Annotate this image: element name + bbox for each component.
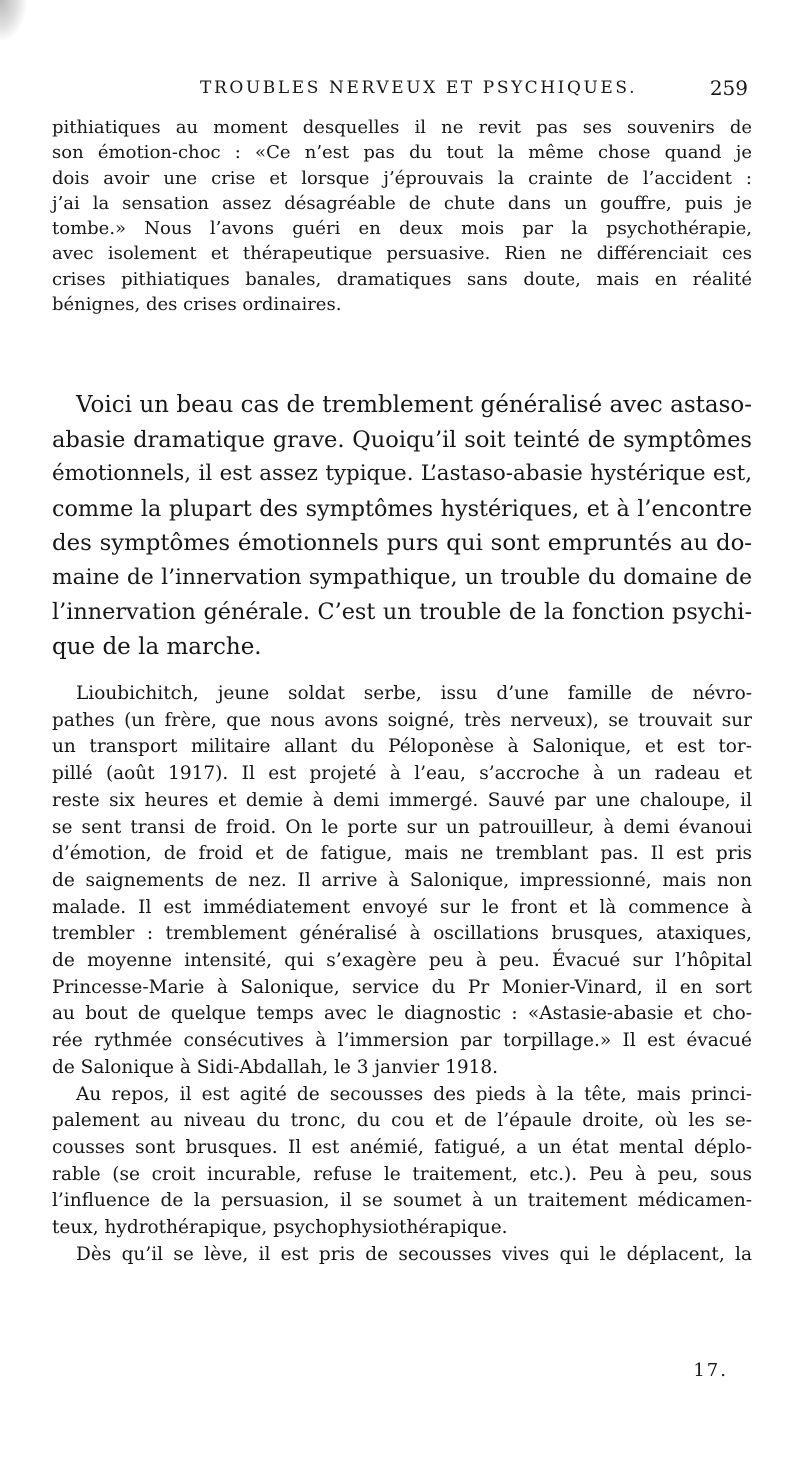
text-line: rable (se croit incurable, refuse le traitement, etc.). Peu à peu, sous <box>52 1163 752 1185</box>
text-line: crises pithiatiques banales, dramatiques sans doute, mais en réalité <box>52 268 752 290</box>
scan-corner-mark <box>0 0 26 40</box>
text-line: palement au niveau du tronc, du cou et de l’épaule droite, où les se- <box>52 1110 752 1132</box>
text-line: tombe.» Nous l’avons guéri en deux mois par la psychothérapie, <box>52 218 752 240</box>
text-line: que de la marche. <box>52 633 262 660</box>
text-line: émotionnels, il est assez typique. L’astaso-abasie hystérique est, <box>52 461 752 486</box>
text-line: des symptômes émotionnels purs qui sont empruntés au do- <box>52 530 752 556</box>
text-line: Au repos, il est agité de secousses des pieds à la tête, mais princi- <box>76 1083 752 1105</box>
text-line: de saignements de nez. Il arrive à Salonique, impressionné, mais non <box>52 869 752 891</box>
page-number: 259 <box>709 76 748 100</box>
paragraph-case-lioubichitch <box>52 681 752 1268</box>
text-line: trembler : tremblement généralisé à oscillations brusques, ataxiques, <box>52 923 752 945</box>
text-line: de Salonique à Sidi-Abdallah, le 3 janvier 1918. <box>52 1056 499 1078</box>
text-line: Lioubichitch, jeune soldat serbe, issu d’une famille de névro- <box>76 683 752 704</box>
text-line: Dès qu’il se lève, il est pris de secousses vives qui le déplacent, la <box>76 1243 752 1265</box>
text-line: bénignes, des crises ordinaires. <box>52 294 342 316</box>
text-line: abasie dramatique grave. Quoiqu’il soit teinté de symptômes <box>52 426 752 453</box>
text-line: maine de l’innervation sympathique, un trouble du domaine de <box>52 564 752 590</box>
text-line: un transport militaire allant du Péloponèse à Salonique, et est tor- <box>52 736 752 758</box>
text-line: son émotion-choc : «Ce n’est pas du tout la même chose quand je <box>52 142 752 164</box>
text-line: reste six heures et demie à demi immergé. Sauvé par une chaloupe, il <box>52 789 752 811</box>
signature-mark: 17. <box>693 1360 728 1381</box>
text-line: teux, hydrothérapique, psychophysiothérapique. <box>52 1217 508 1239</box>
text-line: se sent transi de froid. On le porte sur un patrouilleur, à demi évanoui <box>52 816 752 838</box>
text-line: l’innervation générale. C’est un trouble de la fonction psychi- <box>52 599 752 625</box>
text-line: l’influence de la persuasion, il se soumet à un traitement médicamen- <box>52 1190 752 1212</box>
paragraph-pithiatic-crises <box>52 115 752 317</box>
text-line: comme la plupart des symptômes hystériques, et à l’encontre <box>52 495 752 522</box>
paragraph-astaso-abasie <box>52 388 752 664</box>
text-line: pithiatiques au moment desquelles il ne revit pas ses souvenirs de <box>52 117 752 138</box>
text-line: malade. Il est immédiatement envoyé sur le front et là commence à <box>52 896 752 918</box>
text-line: de moyenne intensité, qui s’exagère peu à peu. Évacué sur l’hôpital <box>52 950 752 972</box>
text-line: pathes (un frère, que nous avons soigné, très nerveux), se trouvait sur <box>52 709 752 731</box>
text-line: pillé (août 1917). Il est projeté à l’eau, s’accroche à un radeau et <box>52 763 752 785</box>
text-line: au bout de quelque temps avec le diagnostic : «Astasie-abasie et cho- <box>52 1003 752 1025</box>
text-line: j’ai la sensation assez désagréable de chute dans un gouffre, puis je <box>52 192 752 214</box>
text-line: Princesse-Marie à Salonique, service du Pr Monier-Vinard, il en sort <box>52 976 752 998</box>
text-line: avec isolement et thérapeutique persuasive. Rien ne différenciait ces <box>52 243 752 265</box>
running-title: TROUBLES NERVEUX ET PSYCHIQUES. <box>200 78 638 98</box>
text-line: Voici un beau cas de tremblement généralisé avec astaso- <box>76 392 752 418</box>
text-line: rée rythmée consécutives à l’immersion par torpillage.» Il est évacué <box>52 1030 752 1052</box>
text-line: cousses sont brusques. Il est anémié, fatigué, a un état mental déplo- <box>52 1136 752 1158</box>
text-line: d’émotion, de froid et de fatigue, mais ne tremblant pas. Il est pris <box>52 843 752 865</box>
text-line: dois avoir une crise et lorsque j’éprouvais la crainte de l’accident : <box>52 167 752 189</box>
